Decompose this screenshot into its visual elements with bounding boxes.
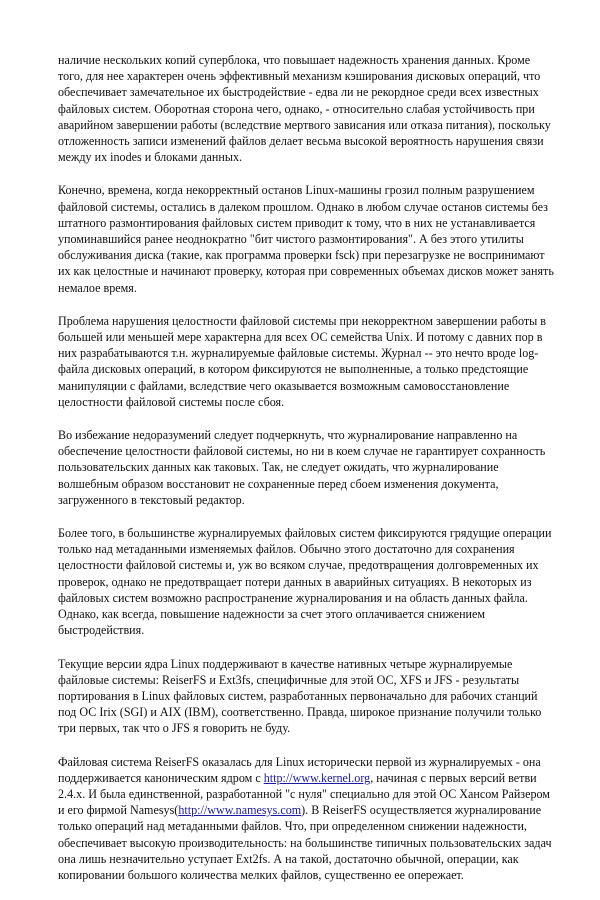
kernel-org-link[interactable]: http://www.kernel.org bbox=[263, 770, 371, 785]
reiserfs-text-part3: ). В ReiserFS осуществляется журналирование только операций над метаданными файлов. Что, при определенном снижении надежности, обеспечивает высокую производительность: на большинстве типичных пользовательских задач она лишь незначительно уступает Ext2fs. А на такой, достаточно обычной, операции, как копировании большого количества мелких файлов, существенно ее опережает. bbox=[58, 803, 552, 882]
namesys-link[interactable]: http://www.namesys.com bbox=[178, 803, 302, 818]
paragraph-superblock: наличие нескольких копий суперблока, что повышает надежность хранения данных. Кроме того, для нее характерен очень эффективный механизм кэширования дисковых операций, что обеспечивает замечательное их быстродействие - едва ли не рекордное среди всех известных файловых систем. Оборотная сторона чего, однако, - относительно слабая устойчивость при аварийном завершении работы (вследствие мертвого зависания или отказа питания), поскольку отложенность записи изменений файлов делает весьма высокой вероятность нарушения связи между их inodes и блоками данных. bbox=[58, 53, 551, 165]
paragraph-metadata-journaling: Более того, в большинстве журналируемых файловых систем фиксируются грядущие операции только над метаданными изменяемых файлов. Обычно этого достаточно для сохранения целостности файловой системы и, уж во всяком случае, предотвращения долговременных их проверок, однако не предотвращает потери данных в аварийных ситуациях. В некоторых из файловых систем возможно распространение журналирования и на область данных файла. Однако, как всегда, повышение надежности за счет этого оплачивается снижением быстродействия. bbox=[58, 526, 552, 638]
paragraph-linux-filesystems: Текущие версии ядра Linux поддерживают в качестве нативных четыре журналируемые файловые системы: ReiserFS и Ext3fs, специфичные для этой ОС, XFS и JFS - результаты портирования в Linux файловых систем, разработанных первоначально для рабочих станций под ОС Irix (SGI) и AIX (IBM), соответственно. Правда, широкое признание получили только три первых, так что о JFS я говорить не буду. bbox=[58, 656, 542, 736]
paragraph-journaling-problem: Проблема нарушения целостности файловой системы при некорректном завершении работы в большей или меньшей мере характерна для всех ОС семейства Unix. И потому с давних пор в них разрабатываются т.н. журналируемые файловые системы. Журнал -- это нечто вроде log-файла дисковых операций, в котором фиксируются не выполненные, а только предстоящие манипуляции с файлами, вследствие чего оказывается возможным самовосстановление целостности файловой системы после сбоя. bbox=[58, 313, 546, 409]
reiserfs-text-part1: Файловая система ReiserFS оказалась для Linux исторически первой из журналируемых - она поддерживается каноническим ядром с bbox=[58, 754, 541, 785]
reiserfs-text-part2: , начиная с первых версий ветви 2.4.x. И была единственной, разработанной "с нуля" специально для этой ОС Хансом Райзером и его фирмой Namesys( bbox=[58, 770, 550, 818]
document-page bbox=[58, 52, 554, 900]
paragraph-reiserfs bbox=[58, 754, 554, 884]
paragraph-journaling-purpose: Во избежание недоразумений следует подчеркнуть, что журналирование направленно на обеспечение целостности файловой системы, но ни в коем случае не гарантирует сохранность пользовательских данных как таковых. Так, не следует ожидать, что журналирование волшебным образом восстановит не сохраненные перед сбоем изменения документа, загруженного в текстовый редактор. bbox=[58, 428, 546, 507]
paragraph-linux-shutdown: Конечно, времена, когда некорректный останов Linux-машины грозил полным разрушением файловой системы, остались в далеком прошлом. Однако в любом случае останов системы без штатного размонтирования файловых систем приводит к тому, что в них не устанавливается упоминавшийся ранее неоднократно "бит чистого размонтирования". А без этого утилиты обслуживания диска (такие, как программа проверки fsck) при перезагрузке не воспринимают их как целостные и начинают проверку, которая при современных объемах дисков может занять немалое время. bbox=[58, 183, 554, 295]
